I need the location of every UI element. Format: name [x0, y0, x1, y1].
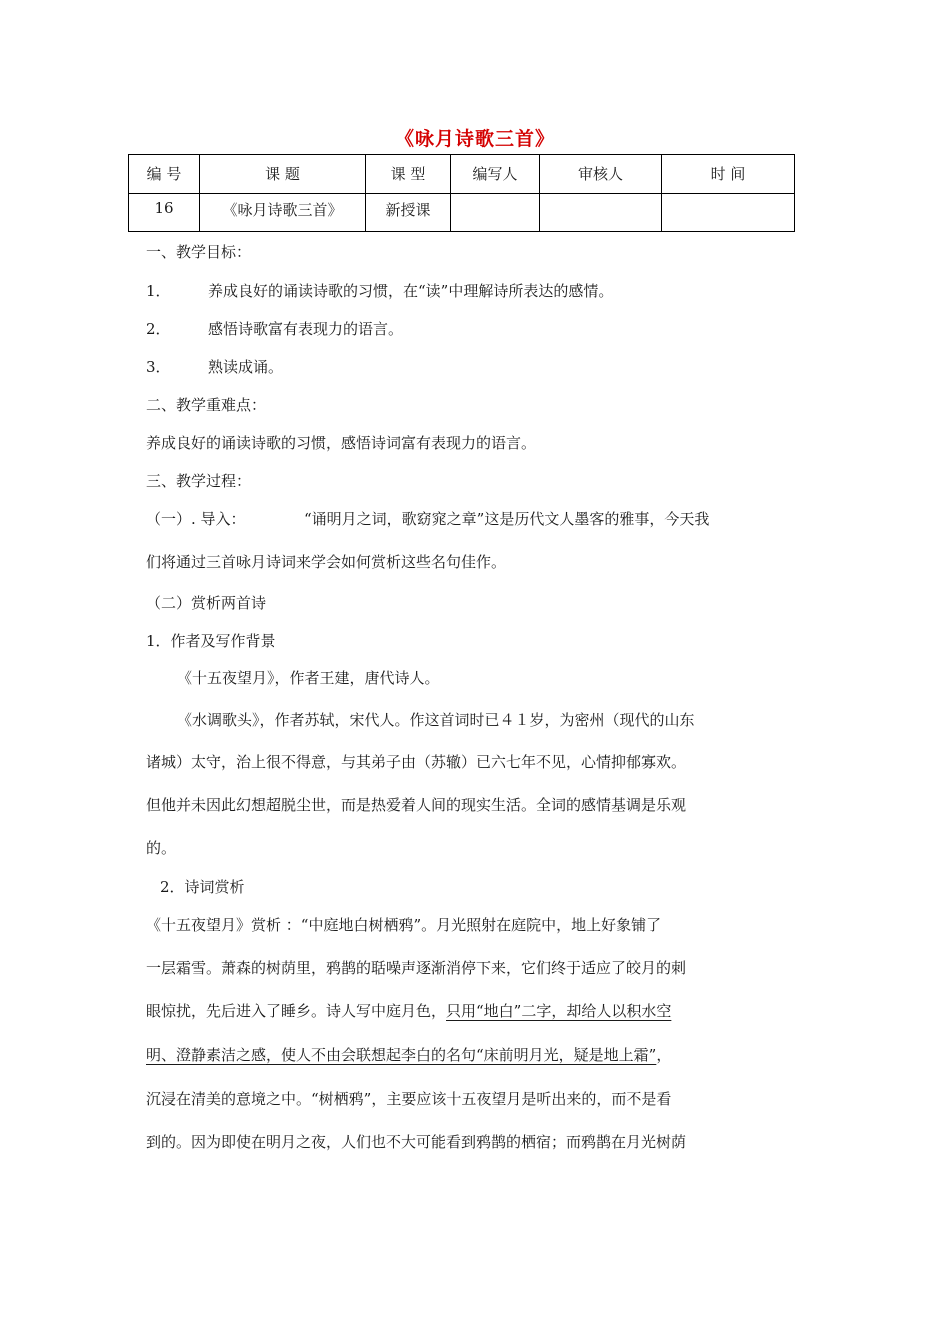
analysis-line-5: 沉浸在清美的意境之中。“树栖鸦”，主要应该十五夜望月是听出来的，而不是看 — [146, 1090, 672, 1108]
intro-text: “诵明月之词，歌窈窕之章”这是历代文人墨客的雅事，今天我 — [304, 510, 710, 528]
author-paragraph-2-line-2: 诸城）太守，治上很不得意，与其弟子由（苏辙）已六七年不见，心情抑郁寡欢。 — [146, 753, 687, 771]
cell-time — [662, 194, 795, 232]
author-paragraph-1: 《十五夜望月》，作者王建，唐代诗人。 — [177, 669, 440, 687]
goal-text: 熟读成诵。 — [208, 358, 284, 376]
header-time: 时 间 — [662, 155, 795, 194]
document-title: 《咏月诗歌三首》 — [394, 128, 555, 150]
goal-item-3 — [146, 357, 283, 377]
focus-heading: 二、教学重难点： — [146, 396, 267, 414]
author-paragraph-2-line-3: 但他并未因此幻想超脱尘世，而是热爱着人间的现实生活。全词的感情基调是乐观 — [146, 796, 687, 814]
goal-number: 2． — [146, 320, 171, 338]
author-paragraph-2-line-1: 《水调歌头》，作者苏轼，宋代人。作这首词时已４１岁，为密州（现代的山东 — [177, 711, 695, 729]
analysis-line-3 — [146, 1001, 671, 1021]
process-heading: 三、教学过程： — [146, 472, 252, 490]
analysis-line-1: 《十五夜望月》赏析 ：“中庭地白树栖鸦”。月光照射在庭院中，地上好象铺了 — [146, 916, 662, 934]
analysis-punct: ， — [656, 1046, 672, 1064]
cell-type: 新授课 — [366, 194, 451, 232]
header-number: 编 号 — [129, 155, 200, 194]
underlined-text: 明、澄静素洁之感，使人不由会联想起李白的名句“床前明月光，疑是地上霜” — [146, 1046, 657, 1064]
analysis-line-6: 到的。因为即使在明月之夜，人们也不大可能看到鸦鹊的栖宿；而鸦鹊在月光树荫 — [146, 1133, 687, 1151]
cell-topic: 《咏月诗歌三首》 — [200, 194, 366, 232]
cell-number: 16 — [129, 194, 200, 232]
goal-text: 感悟诗歌富有表现力的语言。 — [208, 320, 404, 338]
analysis-line-4 — [146, 1045, 671, 1065]
analysis-line-2: 一层霜雪。萧森的树荫里，鸦鹊的聒噪声逐渐消停下来，它们终于适应了皎月的刺 — [146, 959, 687, 977]
table-header-row — [129, 155, 795, 194]
author-paragraph-2-line-4: 的。 — [146, 839, 177, 857]
author-heading: 1．作者及写作背景 — [146, 632, 276, 650]
focus-text: 养成良好的诵读诗歌的习惯，感悟诗词富有表现力的语言。 — [146, 434, 537, 452]
part2-heading: （二）赏析两首诗 — [146, 594, 267, 612]
goal-item-2 — [146, 319, 403, 339]
underlined-text: 只用“地白”二字，却给人以积水空 — [446, 1002, 672, 1020]
goal-number: 1． — [146, 282, 171, 300]
intro-line-2: 们将通过三首咏月诗词来学会如何赏析这些名句佳作。 — [146, 553, 507, 571]
intro-label: （一）. 导入： — [146, 510, 246, 528]
cell-author — [451, 194, 540, 232]
intro-line-1 — [146, 509, 709, 529]
goal-text: 养成良好的诵读诗歌的习惯，在“读”中理解诗所表达的感情。 — [208, 282, 614, 300]
analysis-heading: 2．诗词赏析 — [160, 878, 245, 896]
header-reviewer: 审核人 — [540, 155, 662, 194]
goal-item-1 — [146, 281, 613, 301]
header-author: 编写人 — [451, 155, 540, 194]
header-topic: 课 题 — [200, 155, 366, 194]
header-type: 课 型 — [366, 155, 451, 194]
analysis-text: 眼惊扰，先后进入了睡乡。诗人写中庭月色， — [146, 1002, 447, 1020]
table-row — [129, 194, 795, 232]
cell-reviewer — [540, 194, 662, 232]
lesson-info-table — [128, 154, 795, 232]
goals-heading: 一、教学目标： — [146, 243, 252, 261]
goal-number: 3． — [146, 358, 171, 376]
